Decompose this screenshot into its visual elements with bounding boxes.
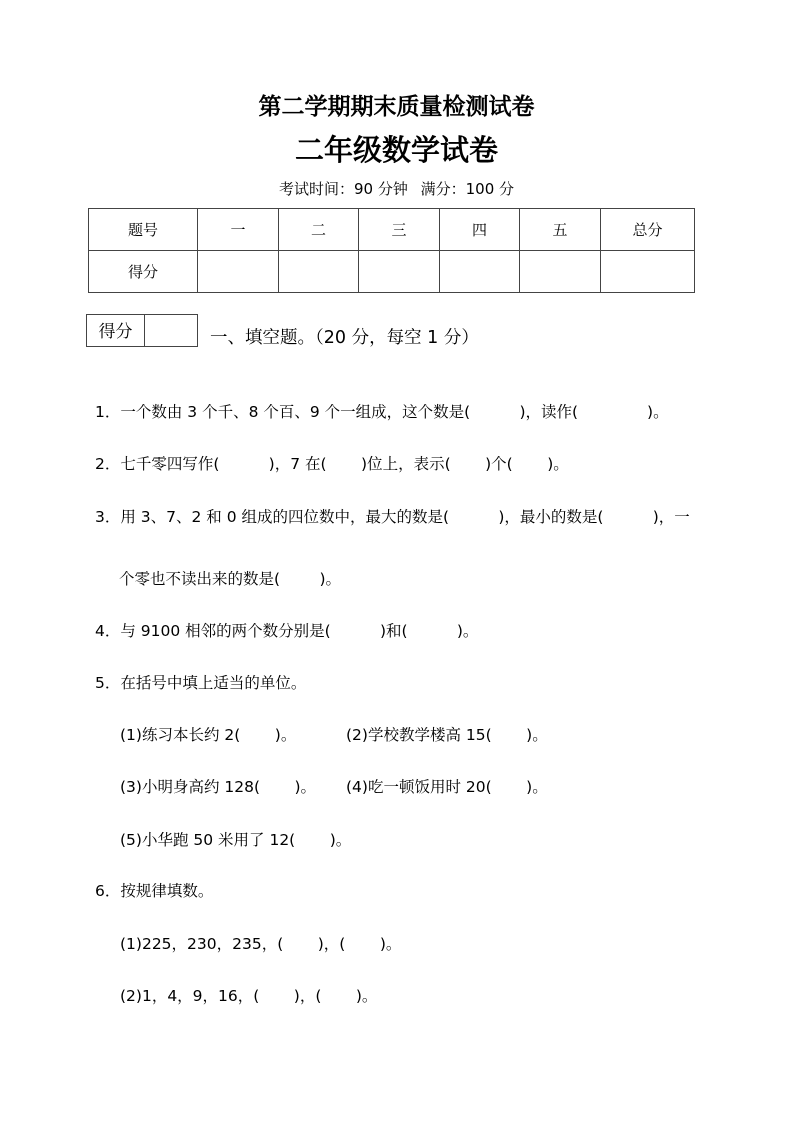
header-cell-5: 五 — [520, 209, 601, 251]
question-3-line-1: 3．用 3、7、2 和 0 组成的四位数中，最大的数是( )，最小的数是( )，一 — [95, 508, 690, 526]
header-cell-2: 二 — [279, 209, 359, 251]
section-score-blank[interactable] — [145, 315, 197, 346]
header-cell-1: 一 — [198, 209, 279, 251]
question-5-sub-4: (4)吃一顿饭用时 20( )。 — [346, 778, 548, 796]
exam-title: 第二学期期末质量检测试卷 — [258, 94, 535, 120]
question-5: 5．在括号中填上适当的单位。 — [95, 674, 307, 692]
section-score-label: 得分 — [87, 315, 145, 346]
exam-subtitle: 二年级数学试卷 — [294, 133, 498, 167]
header-cell-total: 总分 — [601, 209, 695, 251]
score-cell-total[interactable] — [601, 251, 695, 293]
question-6-sub-1: (1)225，230，235，( )，( )。 — [120, 935, 402, 953]
question-4: 4．与 9100 相邻的两个数分别是( )和( )。 — [95, 622, 479, 640]
score-cell-4[interactable] — [440, 251, 520, 293]
section-title: 一、填空题。（20 分，每空 1 分） — [210, 328, 479, 348]
score-table-score-row — [89, 251, 695, 293]
score-cell-5[interactable] — [520, 251, 601, 293]
question-6-sub-2: (2)1，4，9，16，( )，( )。 — [120, 987, 378, 1005]
score-cell-1[interactable] — [198, 251, 279, 293]
score-table — [88, 208, 695, 293]
question-5-sub-5: (5)小华跑 50 米用了 12( )。 — [120, 831, 352, 849]
exam-meta — [0, 178, 793, 199]
header-cell-4: 四 — [440, 209, 520, 251]
exam-time: 考试时间：90 分钟 — [278, 180, 408, 198]
exam-full-score: 满分：100 分 — [420, 180, 515, 198]
question-3-line-2: 个零也不读出来的数是( )。 — [119, 570, 342, 588]
section-score-box — [86, 314, 198, 347]
question-6: 6．按规律填数。 — [95, 882, 214, 900]
score-row-label: 得分 — [89, 251, 198, 293]
question-2: 2．七千零四写作( )，7 在( )位上，表示( )个( )。 — [95, 455, 569, 473]
score-cell-2[interactable] — [279, 251, 359, 293]
question-1: 1．一个数由 3 个千、8 个百、9 个一组成，这个数是( )，读作( )。 — [95, 403, 669, 421]
question-5-sub-3: (3)小明身高约 128( )。 — [120, 778, 317, 796]
header-cell-question-no: 题号 — [89, 209, 198, 251]
header-cell-3: 三 — [359, 209, 440, 251]
question-5-sub-1: (1)练习本长约 2( )。 — [120, 726, 297, 744]
score-cell-3[interactable] — [359, 251, 440, 293]
question-5-sub-2: (2)学校教学楼高 15( )。 — [346, 726, 548, 744]
score-table-header-row — [89, 209, 695, 251]
